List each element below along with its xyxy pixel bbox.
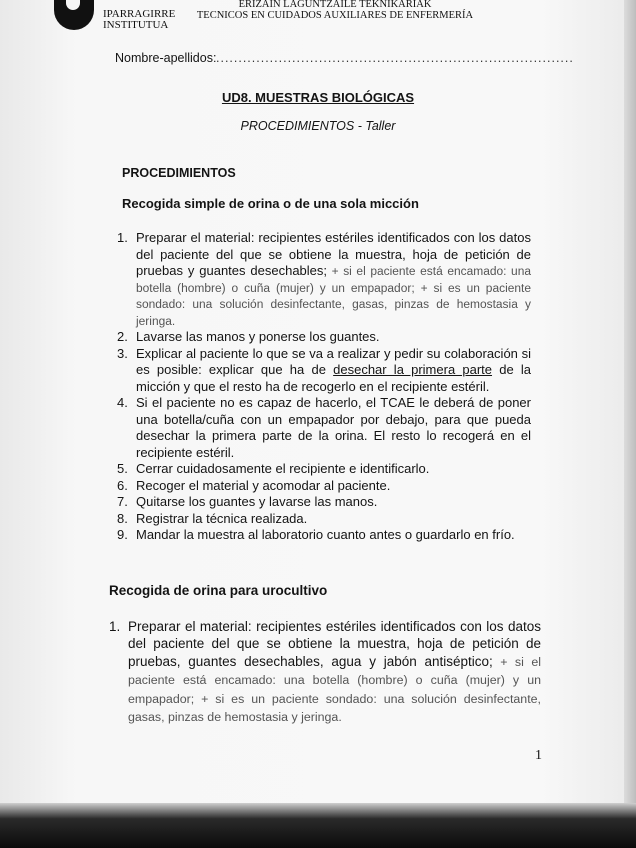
institute-logo-icon xyxy=(54,0,94,30)
urine-culture-heading: Recogida de orina para urocultivo xyxy=(109,583,328,598)
list-item: 1. Preparar el material: recipientes estériles identificados con los datos del paciente del que se obtiene la muestra, hoja de petición de pruebas y guantes desechables; + si el paciente está encamado: una botella (hombre) o cuña (mujer) y un empapador; + si es un paciente sondado: una solución desinfectante, gasas, pinzas de hemostasia y jeringa. xyxy=(117,230,531,328)
page-number: 1 xyxy=(535,748,542,763)
institution-name: IPARRAGIRRE INSTITUTUA xyxy=(103,8,176,31)
page-edge-shadow xyxy=(624,0,636,848)
list-item: 4. Si el paciente no es capaz de hacerlo, el TCAE le deberá de poner una botella/cuña con un empapador por debajo, para que pueda desechar la primera parte de la orina. El resto lo recogerá en el recipiente estéril. xyxy=(117,395,531,460)
list-item: 1. Preparar el material: recipientes estériles identificados con los datos del paciente del que se obtiene la muestra, hoja de petición de pruebas, guantes desechables, agua y jabón antiséptico; + si el paciente está encamado: una botella (hombre) o cuña (mujer) y un empapador; + si es un paciente sondado: una solución desinfectante, gasas, pinzas de hemostasia y jeringa. xyxy=(109,619,541,725)
list-item: 2. Lavarse las manos y ponerse los guantes. xyxy=(117,329,380,344)
page-subtitle: PROCEDIMIENTOS - Taller xyxy=(240,119,396,133)
program-name: ERIZAIN LAGUNTZAILE TEKNIKARIAK TECNICOS EN CUIDADOS AUXILIARES DE ENFERMERÍA xyxy=(196,0,474,21)
list-item: 5. Cerrar cuidadosamente el recipiente e identificarlo. xyxy=(117,461,430,476)
bottom-shadow xyxy=(0,803,636,848)
list-item: 3. Explicar al paciente lo que se va a realizar y pedir su colaboración si es posible: explicar que ha de desechar la primera parte de la micción y que el resto ha de recogerlo en el recipiente estéril. xyxy=(117,345,531,394)
list-item: 6. Recoger el material y acomodar al paciente. xyxy=(117,477,391,493)
list-item: 8. Registrar la técnica realizada. xyxy=(117,510,308,526)
page-title: UD8. MUESTRAS BIOLÓGICAS xyxy=(221,90,415,105)
list-item: 9. Mandar la muestra al laboratorio cuanto antes o guardarlo en frío. xyxy=(117,527,515,542)
urine-culture-steps xyxy=(109,618,541,726)
name-label: Nombre-apellidos: xyxy=(115,51,217,65)
section-heading: PROCEDIMIENTOS xyxy=(122,166,236,180)
name-field: ................................................................................ xyxy=(216,51,574,65)
list-item: 7. Quitarse los guantes y lavarse las manos. xyxy=(117,494,378,509)
simple-collection-steps xyxy=(117,230,531,544)
simple-collection-heading: Recogida simple de orina o de una sola micción xyxy=(122,196,419,211)
